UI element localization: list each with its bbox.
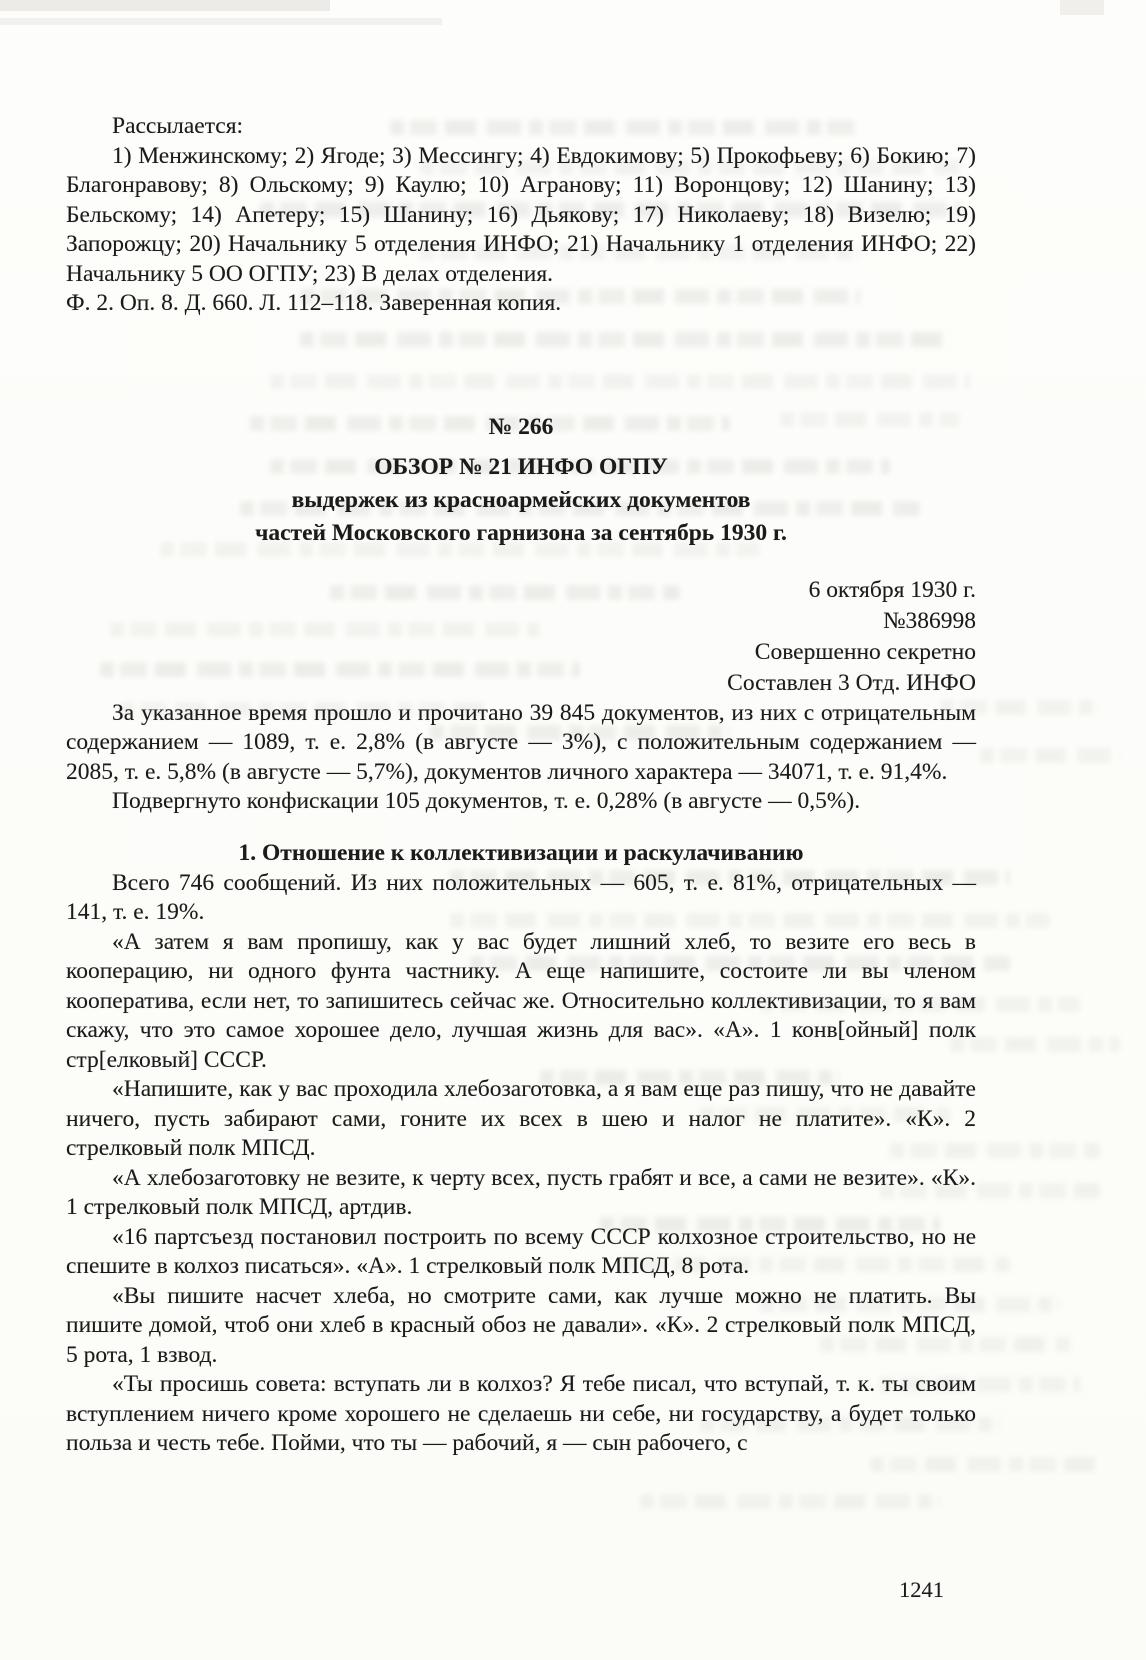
page-number: 1241 bbox=[899, 1577, 944, 1602]
section-1-paragraph: «Ты просишь совета: вступать ли в колхоз? Я тебе писал, что вступай, т. к. ты своим вступлением ничего кроме хорошего не сделаешь ни себе, ни государству, а будет только польза и честь тебе. Пойми, что ты — рабочий, я — сын рабочего, с bbox=[66, 1371, 976, 1456]
distribution-list: 1) Менжинскому; 2) Ягоде; 3) Мессингу; 4) Евдокимову; 5) Прокофьеву; 6) Бокию; 7) Благонравову; 8) Ольскому; 9) Каулю; 10) Агранову; 11) Воронцову; 12) Шанину; 13) Бельскому; 14) Апетеру; 15) Шанину; 16) Дьякову; 17) Николаеву; 18) Визелю; 19) Запорожцу; 20) Начальнику 5 отделения ИНФО; 21) Начальнику 1 отделения ИНФО; 22) Начальнику 5 ОО ОГПУ; 23) В делах отделения. bbox=[66, 142, 976, 287]
section-1-paragraph: «Вы пишите насчет хлеба, но смотрите сами, как лучше можно не платить. Вы пишите домой, чтоб они хлеб в красный обоз не давали». «К». 2 стрелковый полк МПСД, 5 рота, 1 взвод. bbox=[66, 1282, 976, 1368]
scan-edge-artifact bbox=[1060, 0, 1104, 15]
distribution-intro: Рассылается: bbox=[112, 113, 244, 139]
section-1-paragraph: «А затем я вам пропишу, как у вас будет лишний хлеб, то везите его весь в кооперацию, ни одного фунта частнику. А еще напишите, состоите ли вы членом кооператива, если нет, то запишитесь сейчас же. Относительно коллективизации, то я вам скажу, что это самое хорошее дело, лучшая жизнь для вас». «А». 1 конв[ойный] полк стр[елковый] СССР. bbox=[66, 928, 976, 1073]
section-1-paragraph: «А хлебозаготовку не везите, к черту всех, пусть грабят и все, а сами не везите». «К». 1 стрелковый полк МПСД, артдив. bbox=[66, 1164, 976, 1220]
document-body bbox=[66, 112, 976, 1459]
body-paragraph: За указанное время прошло и прочитано 39 845 документов, из них с отрицательным содержанием — 1089, т. е. 2,8% (в августе — 3%), с положительным содержанием — 2085, т. е. 5,8% (в августе — 5,7%), документов личного характера — 34071, т. е. 91,4%. bbox=[66, 699, 976, 785]
section-1-paragraph: «Напишите, как у вас проходила хлебозаготовка, а я вам еще раз пишу, что не давайте ничего, пусть забирают сами, гоните их всех в шею и налог не платите». «К». 2 стрелковый полк МПСД. bbox=[66, 1076, 976, 1161]
document-title-line2: выдержек из красноармейских документов bbox=[291, 486, 751, 513]
bleed-through-artifact bbox=[980, 748, 1120, 763]
bleed-through-artifact bbox=[870, 1457, 1100, 1472]
document-number: № 266 bbox=[488, 413, 554, 440]
dateline-compiled-by: Составлен 3 Отд. ИНФО bbox=[727, 669, 976, 696]
scan-edge-artifact bbox=[0, 18, 442, 25]
section-1-paragraph: «16 партсъезд постановил построить по всему СССР колхозное строительство, но не спешите в колхоз писаться». «А». 1 стрелковый полк МПСД, 8 рота. bbox=[66, 1223, 976, 1279]
document-title-line1: ОБЗОР № 21 ИНФО ОГПУ bbox=[374, 453, 668, 480]
dateline-classification: Совершенно секретно bbox=[754, 638, 976, 665]
scan-edge-artifact bbox=[0, 0, 330, 11]
document-title-line3: частей Московского гарнизона за сентябрь 1930 г. bbox=[255, 519, 787, 546]
bleed-through-artifact bbox=[640, 1494, 940, 1509]
body-paragraph: Подвергнуто конфискации 105 документов, т. е. 0,28% (в августе — 0,5%). bbox=[112, 788, 861, 814]
dateline-date: 6 октября 1930 г. bbox=[808, 576, 976, 603]
archive-reference: Ф. 2. Оп. 8. Д. 660. Л. 112–118. Заверенная копия. bbox=[66, 290, 562, 316]
section-1-heading: 1. Отношение к коллективизации и раскулачиванию bbox=[238, 839, 804, 866]
section-1-paragraph: Всего 746 сообщений. Из них положительных — 605, т. е. 81%, отрицательных — 141, т. е. 19%. bbox=[66, 869, 976, 925]
dateline-block bbox=[66, 575, 976, 699]
dateline-number: №386998 bbox=[883, 607, 976, 634]
